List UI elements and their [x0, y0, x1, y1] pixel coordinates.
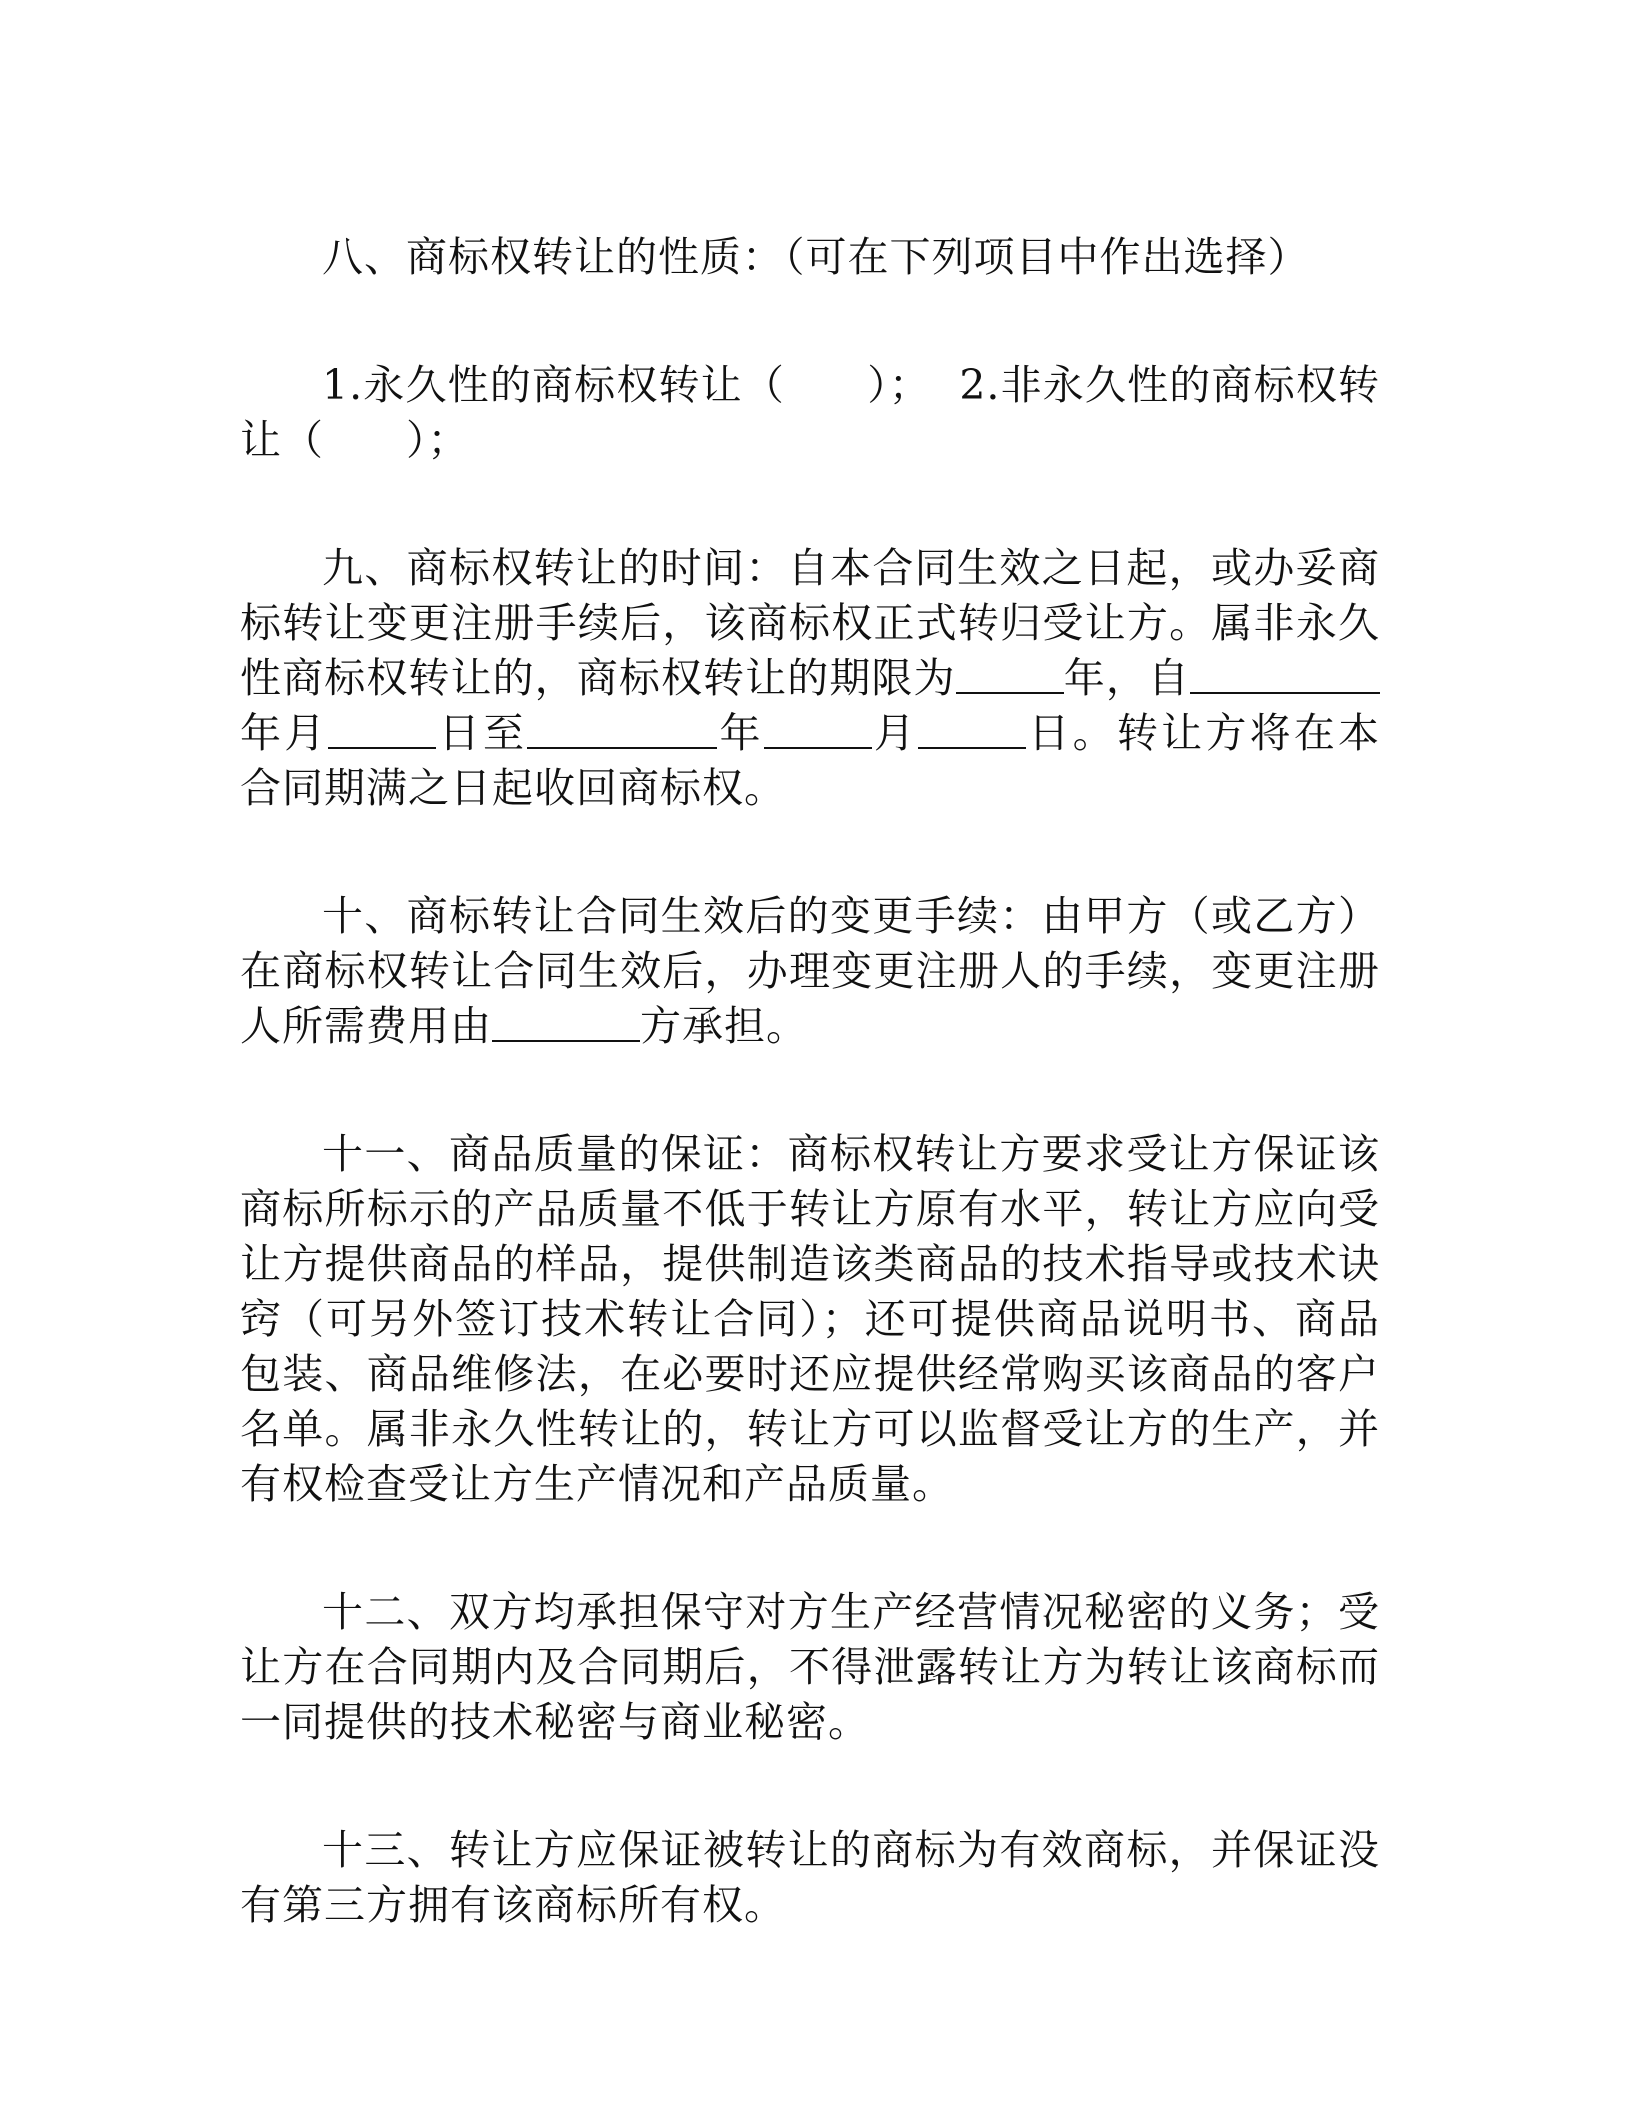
section-13-text: 十三、转让方应保证被转让的商标为有效商标，并保证没有第三方拥有该商标所有权。 [240, 1826, 1380, 1929]
term-years-blank[interactable] [956, 652, 1064, 694]
end-day-blank[interactable] [918, 707, 1026, 749]
section-9-part4: 日至 [436, 709, 528, 757]
section-12-text: 十二、双方均承担保守对方生产经营情况秘密的义务；受让方在合同期内及合同期后，不得泄露转让方为转让该商标而一同提供的技术秘密与商业秘密。 [240, 1588, 1380, 1746]
section-9-part3: 年月 [240, 709, 329, 757]
document-page [240, 230, 1380, 2006]
section-13-warranty [240, 1823, 1380, 1933]
section-9-part2: 年，自 [1063, 654, 1191, 702]
section-9-part7: 日。转让方将在本合同期满之日起收回商标权。 [240, 709, 1381, 812]
end-month-blank[interactable] [764, 707, 872, 749]
option-1-label: 1.永久性的商标权转让（ [322, 361, 786, 409]
section-10-part1: 十、商标转让合同生效后的变更手续：由甲方（或乙方）在商标权转让合同生效后，办理变更注册人的手续，变更注册人所需费用由 [240, 892, 1380, 1050]
option-2-close: ）； [406, 416, 470, 464]
section-9-time [240, 541, 1380, 816]
start-day-blank[interactable] [328, 707, 436, 749]
section-9-part1: 九、商标权转让的时间：自本合同生效之日起，或办妥商标转让变更注册手续后，该商标权正式转归受让方。属非永久性商标权转让的，商标权转让的期限为 [240, 544, 1380, 702]
section-11-quality [240, 1127, 1380, 1512]
section-10-part2: 方承担。 [640, 1002, 808, 1050]
fee-party-blank[interactable] [492, 1000, 640, 1042]
option-1-close: ）； [867, 361, 931, 409]
section-11-text: 十一、商品质量的保证：商标权转让方要求受让方保证该商标所标示的产品质量不低于转让方原有水平，转让方应向受让方提供商品的样品，提供制造该类商品的技术指导或技术诀窍（可另外签订技术转让合同）；还可提供商品说明书、商品包装、商品维修法，在必要时还应提供经常购买该商品的客户名单。属非永久性转让的，转让方可以监督受让方的生产，并有权检查受让方生产情况和产品质量。 [240, 1130, 1380, 1508]
start-year-blank[interactable] [1190, 652, 1380, 694]
section-12-confidentiality [240, 1585, 1380, 1750]
section-8-options [240, 358, 1380, 468]
option-2-label: 2.非永久性的商标权转让（ [240, 361, 1380, 464]
end-year-blank[interactable] [527, 707, 717, 749]
section-9-part6: 月 [871, 709, 919, 757]
section-8-nature [240, 230, 1380, 285]
section-9-part5: 年 [717, 709, 764, 757]
section-8-text: 八、商标权转让的性质：（可在下列项目中作出选择） [322, 233, 1310, 281]
section-10-procedures [240, 889, 1380, 1054]
